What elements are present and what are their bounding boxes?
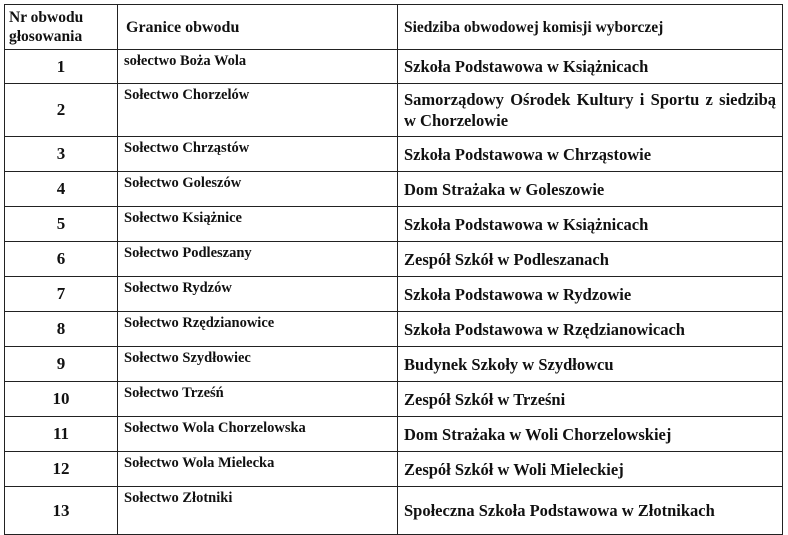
table-row (5, 277, 783, 312)
commission-seat: Szkoła Podstawowa w Książnicach (398, 50, 783, 84)
header-district-boundaries: Granice obwodu (118, 5, 398, 50)
table-row (5, 50, 783, 84)
district-boundaries: sołectwo Boża Wola (118, 50, 398, 84)
district-number: 1 (5, 50, 118, 84)
commission-seat: Zespół Szkół w Podleszanach (398, 242, 783, 277)
district-boundaries: Sołectwo Podleszany (118, 242, 398, 277)
commission-seat: Budynek Szkoły w Szydłowcu (398, 347, 783, 382)
table-row (5, 452, 783, 487)
district-boundaries: Sołectwo Rzędzianowice (118, 312, 398, 347)
district-boundaries: Sołectwo Wola Chorzelowska (118, 417, 398, 452)
district-number: 10 (5, 382, 118, 417)
commission-seat: Szkoła Podstawowa w Rydzowie (398, 277, 783, 312)
district-number: 4 (5, 172, 118, 207)
header-commission-seat: Siedziba obwodowej komisji wyborczej (398, 5, 783, 50)
district-boundaries: Sołectwo Wola Mielecka (118, 452, 398, 487)
commission-seat: Dom Strażaka w Woli Chorzelowskiej (398, 417, 783, 452)
commission-seat: Zespół Szkół w Trześni (398, 382, 783, 417)
table-row (5, 382, 783, 417)
table-row (5, 242, 783, 277)
commission-seat: Zespół Szkół w Woli Mieleckiej (398, 452, 783, 487)
district-number: 3 (5, 137, 118, 172)
district-number: 13 (5, 487, 118, 535)
table-header (5, 5, 783, 50)
table-row (5, 347, 783, 382)
table-row (5, 207, 783, 242)
district-number: 7 (5, 277, 118, 312)
district-boundaries: Sołectwo Chorzelów (118, 84, 398, 137)
voting-districts-table (4, 4, 783, 535)
table-row (5, 487, 783, 535)
header-row (5, 5, 783, 50)
district-number: 12 (5, 452, 118, 487)
table-row (5, 417, 783, 452)
commission-seat (398, 84, 783, 137)
district-boundaries: Sołectwo Szydłowiec (118, 347, 398, 382)
commission-seat-text: Samorządowy Ośrodek Kultury i Sportu z siedzibą w Chorzelowie (404, 90, 776, 130)
district-boundaries: Sołectwo Chrząstów (118, 137, 398, 172)
district-number: 8 (5, 312, 118, 347)
table-body (5, 50, 783, 535)
commission-seat: Szkoła Podstawowa w Chrząstowie (398, 137, 783, 172)
district-number: 6 (5, 242, 118, 277)
table-row (5, 172, 783, 207)
district-boundaries: Sołectwo Rydzów (118, 277, 398, 312)
header-district-number: Nr obwodu głosowania (5, 5, 118, 50)
district-number: 11 (5, 417, 118, 452)
commission-seat: Szkoła Podstawowa w Książnicach (398, 207, 783, 242)
district-boundaries: Sołectwo Książnice (118, 207, 398, 242)
district-boundaries: Sołectwo Trześń (118, 382, 398, 417)
district-boundaries: Sołectwo Goleszów (118, 172, 398, 207)
table-row (5, 312, 783, 347)
commission-seat: Społeczna Szkoła Podstawowa w Złotnikach (398, 487, 783, 535)
commission-seat: Szkoła Podstawowa w Rzędzianowicach (398, 312, 783, 347)
table-row (5, 84, 783, 137)
district-number: 5 (5, 207, 118, 242)
district-number: 9 (5, 347, 118, 382)
commission-seat: Dom Strażaka w Goleszowie (398, 172, 783, 207)
district-number: 2 (5, 84, 118, 137)
table-row (5, 137, 783, 172)
district-boundaries: Sołectwo Złotniki (118, 487, 398, 535)
